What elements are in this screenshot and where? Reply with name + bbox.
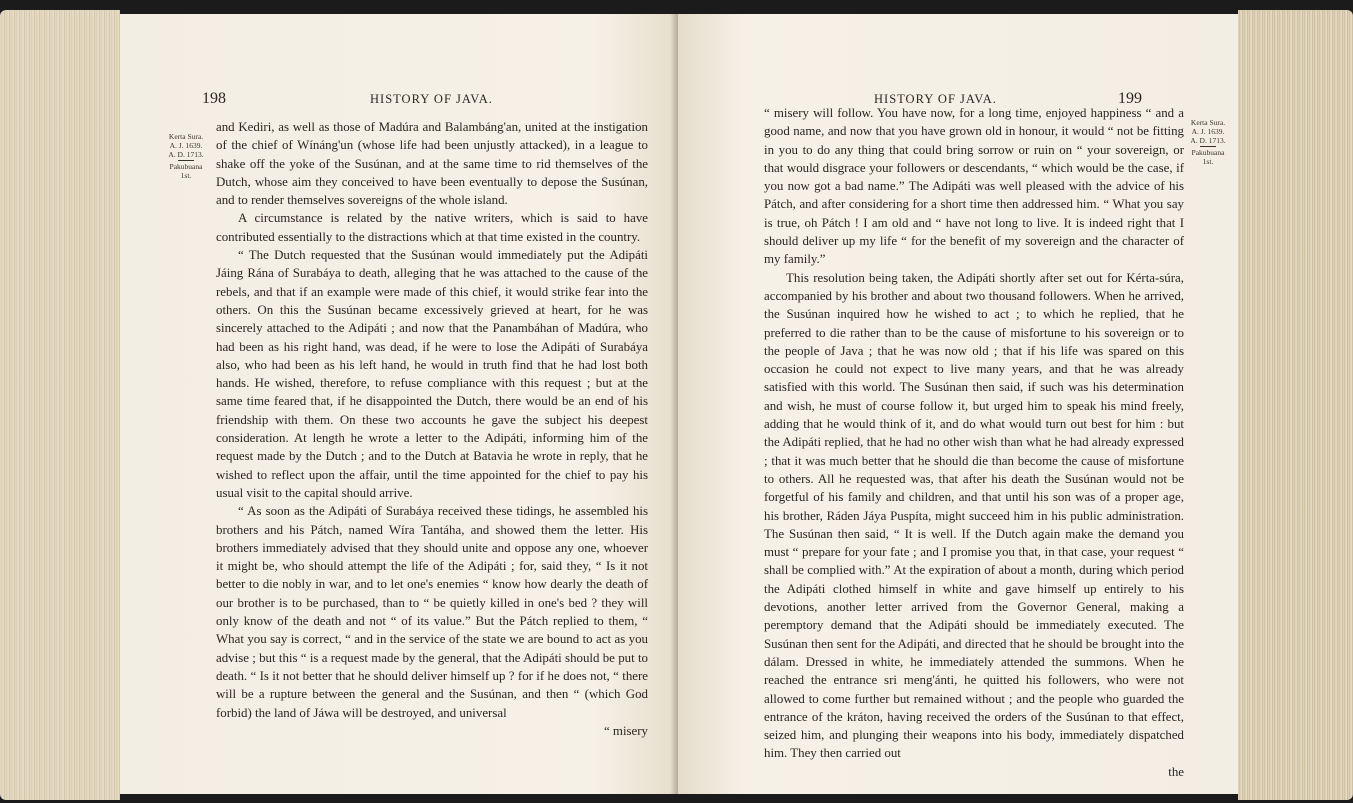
margin-note-rule [178, 160, 194, 161]
margin-note-line: Kerta Sura. [1190, 118, 1226, 127]
right-running-head: HISTORY OF JAVA. [874, 92, 997, 106]
margin-note-line: Kerta Sura. [168, 132, 204, 141]
margin-note-line: Pakubuana 1st. [1191, 148, 1225, 166]
paragraph: This resolution being taken, the Adipáti shortly after set out for Kérta-súra, accompanied by his brother and about two thousand followers. When he arrived, the Susúnan inquired how he wished to act ; to which he replied, that he preferred to die rather than to be the cause of misfortune to his sovereign or to the people of Java ; that he was now old ; that if his life was spared on this occasion he could not expect to live many years, and that he was already satisfied with this world. The Susúnan then said, if such was his determination and wish, he must of course follow it, but urged him to speak his mind freely, adding that he would think of it, and do what would turn out best for him : but the Adipáti replied, that he had no other wish than what he had already expressed ; that it was much better that he should die than become the cause of misfortune to others. All he requested was, that after his death the Susúnan would not be forgetful of his family and children, and that until his son was of a proper age, his brother, Ráden Jáya Puspíta, might succeed him in his public administration. The Susúnan then said, “ It is well. If the Dutch again make the demand you must “ prepare for your fate ; and I promise you that, in that case, your request “ shall be complied with.” At the expiration of about a month, during which period the Adipáti clothed himself in white and gave himself up entirely to his devotions, another letter arrived from the Governor General, making a peremptory demand that the Adipáti should be immediately executed. The Susúnan then sent for the Adipáti, and directed that he should be brought into the dálam. Dressed in white, he immediately attended the summons. When he reached the entrance sri meng'ánti, he quitted his followers, who were not allowed to come further but remained without ; and the people who guarded the entrance of the kráton, having received the orders of the Susúnan to that effect, seized him, and plunging their weapons into his body, immediately dispatched him. They then carried out [764, 270, 1184, 761]
margin-note-line: A. D. 1713. [1190, 136, 1226, 145]
left-margin-note [168, 132, 204, 180]
right-page-number: 199 [1118, 90, 1142, 107]
left-page-number: 198 [202, 90, 226, 107]
left-page-edges [0, 10, 120, 800]
paragraph: A circumstance is related by the native writers, which is said to have contributed essentially to the distractions which at that time existed in the country. [216, 211, 648, 244]
left-page [120, 14, 678, 794]
catchword: “ misery [603, 723, 648, 738]
margin-note-line: A. D. 1713. [168, 150, 204, 159]
right-page-edges [1238, 10, 1353, 800]
margin-note-line: A. J. 1639. [1191, 127, 1225, 136]
right-page [678, 14, 1238, 794]
margin-note-rule [1200, 146, 1216, 147]
left-body-text [216, 118, 648, 740]
paragraph: “ As soon as the Adipáti of Surabáya received these tidings, he assembled his brothers and his Pátch, named Wíra Tantáha, and showed them the letter. His brothers immediately advised that they should unite and oppose any one, whoever it might be, who should attempt the life of the Adipáti ; for, said they, “ Is it not better to die nobly in war, and to let one's enemies “ know how dearly the death of our brother is to be purchased, than to “ be quietly killed in one's bed ? they will only know of the death and not “ of its value.” But the Pátch replied to them, “ What you say is correct, “ and in the service of the state we are bound to act as you advise ; but this “ is a request made by the general, that the Adipáti should be put to death. “ Is it not better that he should deliver himself up ? for if he does not, “ there will be a rupture between the general and the Susúnan, and then “ (which God forbid) the land of Jáwa will be destroyed, and universal [216, 504, 648, 720]
margin-note-line: Pakubuana 1st. [169, 162, 203, 180]
catchword: the [1168, 764, 1184, 779]
paragraph: “ The Dutch requested that the Susúnan would immediately put the Adipáti Jáing Rána of Surabáya to death, alleging that he was attached to the cause of the rebels, and that if an example were made of this chief, it would strike fear into the others. On this the Susúnan became excessively grieved at heart, for he was sincerely attached to the Adipáti ; and now that the Panambáhan of Madúra, who had been as his right hand, was dead, if he were to lose the Adipáti of Surabáya also, who had been as his left hand, he would in truth find that he had lost both hands. He wished, therefore, to refuse compliance with this request ; but at the same time feared that, if he disappointed the Dutch, there would be an end of his friendship with them. On these two accounts he gave the subject his deepest consideration. At length he wrote a letter to the Adipáti, informing him of the request made by the Dutch ; and to the Dutch at Batavia he wrote in reply, that he wished to reflect upon the affair, until the time appointed for the chief to pay his usual visit to the capital should arrive. [216, 248, 648, 500]
right-body-text [764, 104, 1184, 781]
paragraph: and Kediri, as well as those of Madúra and Balambáng'an, united at the instigation of the chief of Wínáng'un (whose life had been unjustly attacked), in a league to shake off the yoke of the Susúnan, and at the same time to rid themselves of the Dutch, whose aim they conceived to have been eventually to depose the Susúnan, and to render themselves sovereigns of the whole island. [216, 120, 648, 208]
margin-note-line: A. J. 1639. [169, 141, 203, 150]
left-running-head: HISTORY OF JAVA. [370, 92, 493, 106]
right-margin-note [1188, 118, 1228, 166]
paragraph: “ misery will follow. You have now, for a long time, enjoyed happiness “ and a good name, and now that you have grown old in honour, it would “ not be fitting in you to do any thing that could bring sorrow or ruin on “ your sovereign, or that would disgrace your followers or descendants, “ which would be the case, if you now got a bad name.” The Adipáti was well pleased with the advice of his Pátch, and after considering for a short time then addressed him. “ What you say is true, oh Pátch ! I am old and “ have not long to live. It is indeed right that I should deliver up my life “ for the benefit of my sovereign and the character of my family.” [764, 106, 1184, 267]
